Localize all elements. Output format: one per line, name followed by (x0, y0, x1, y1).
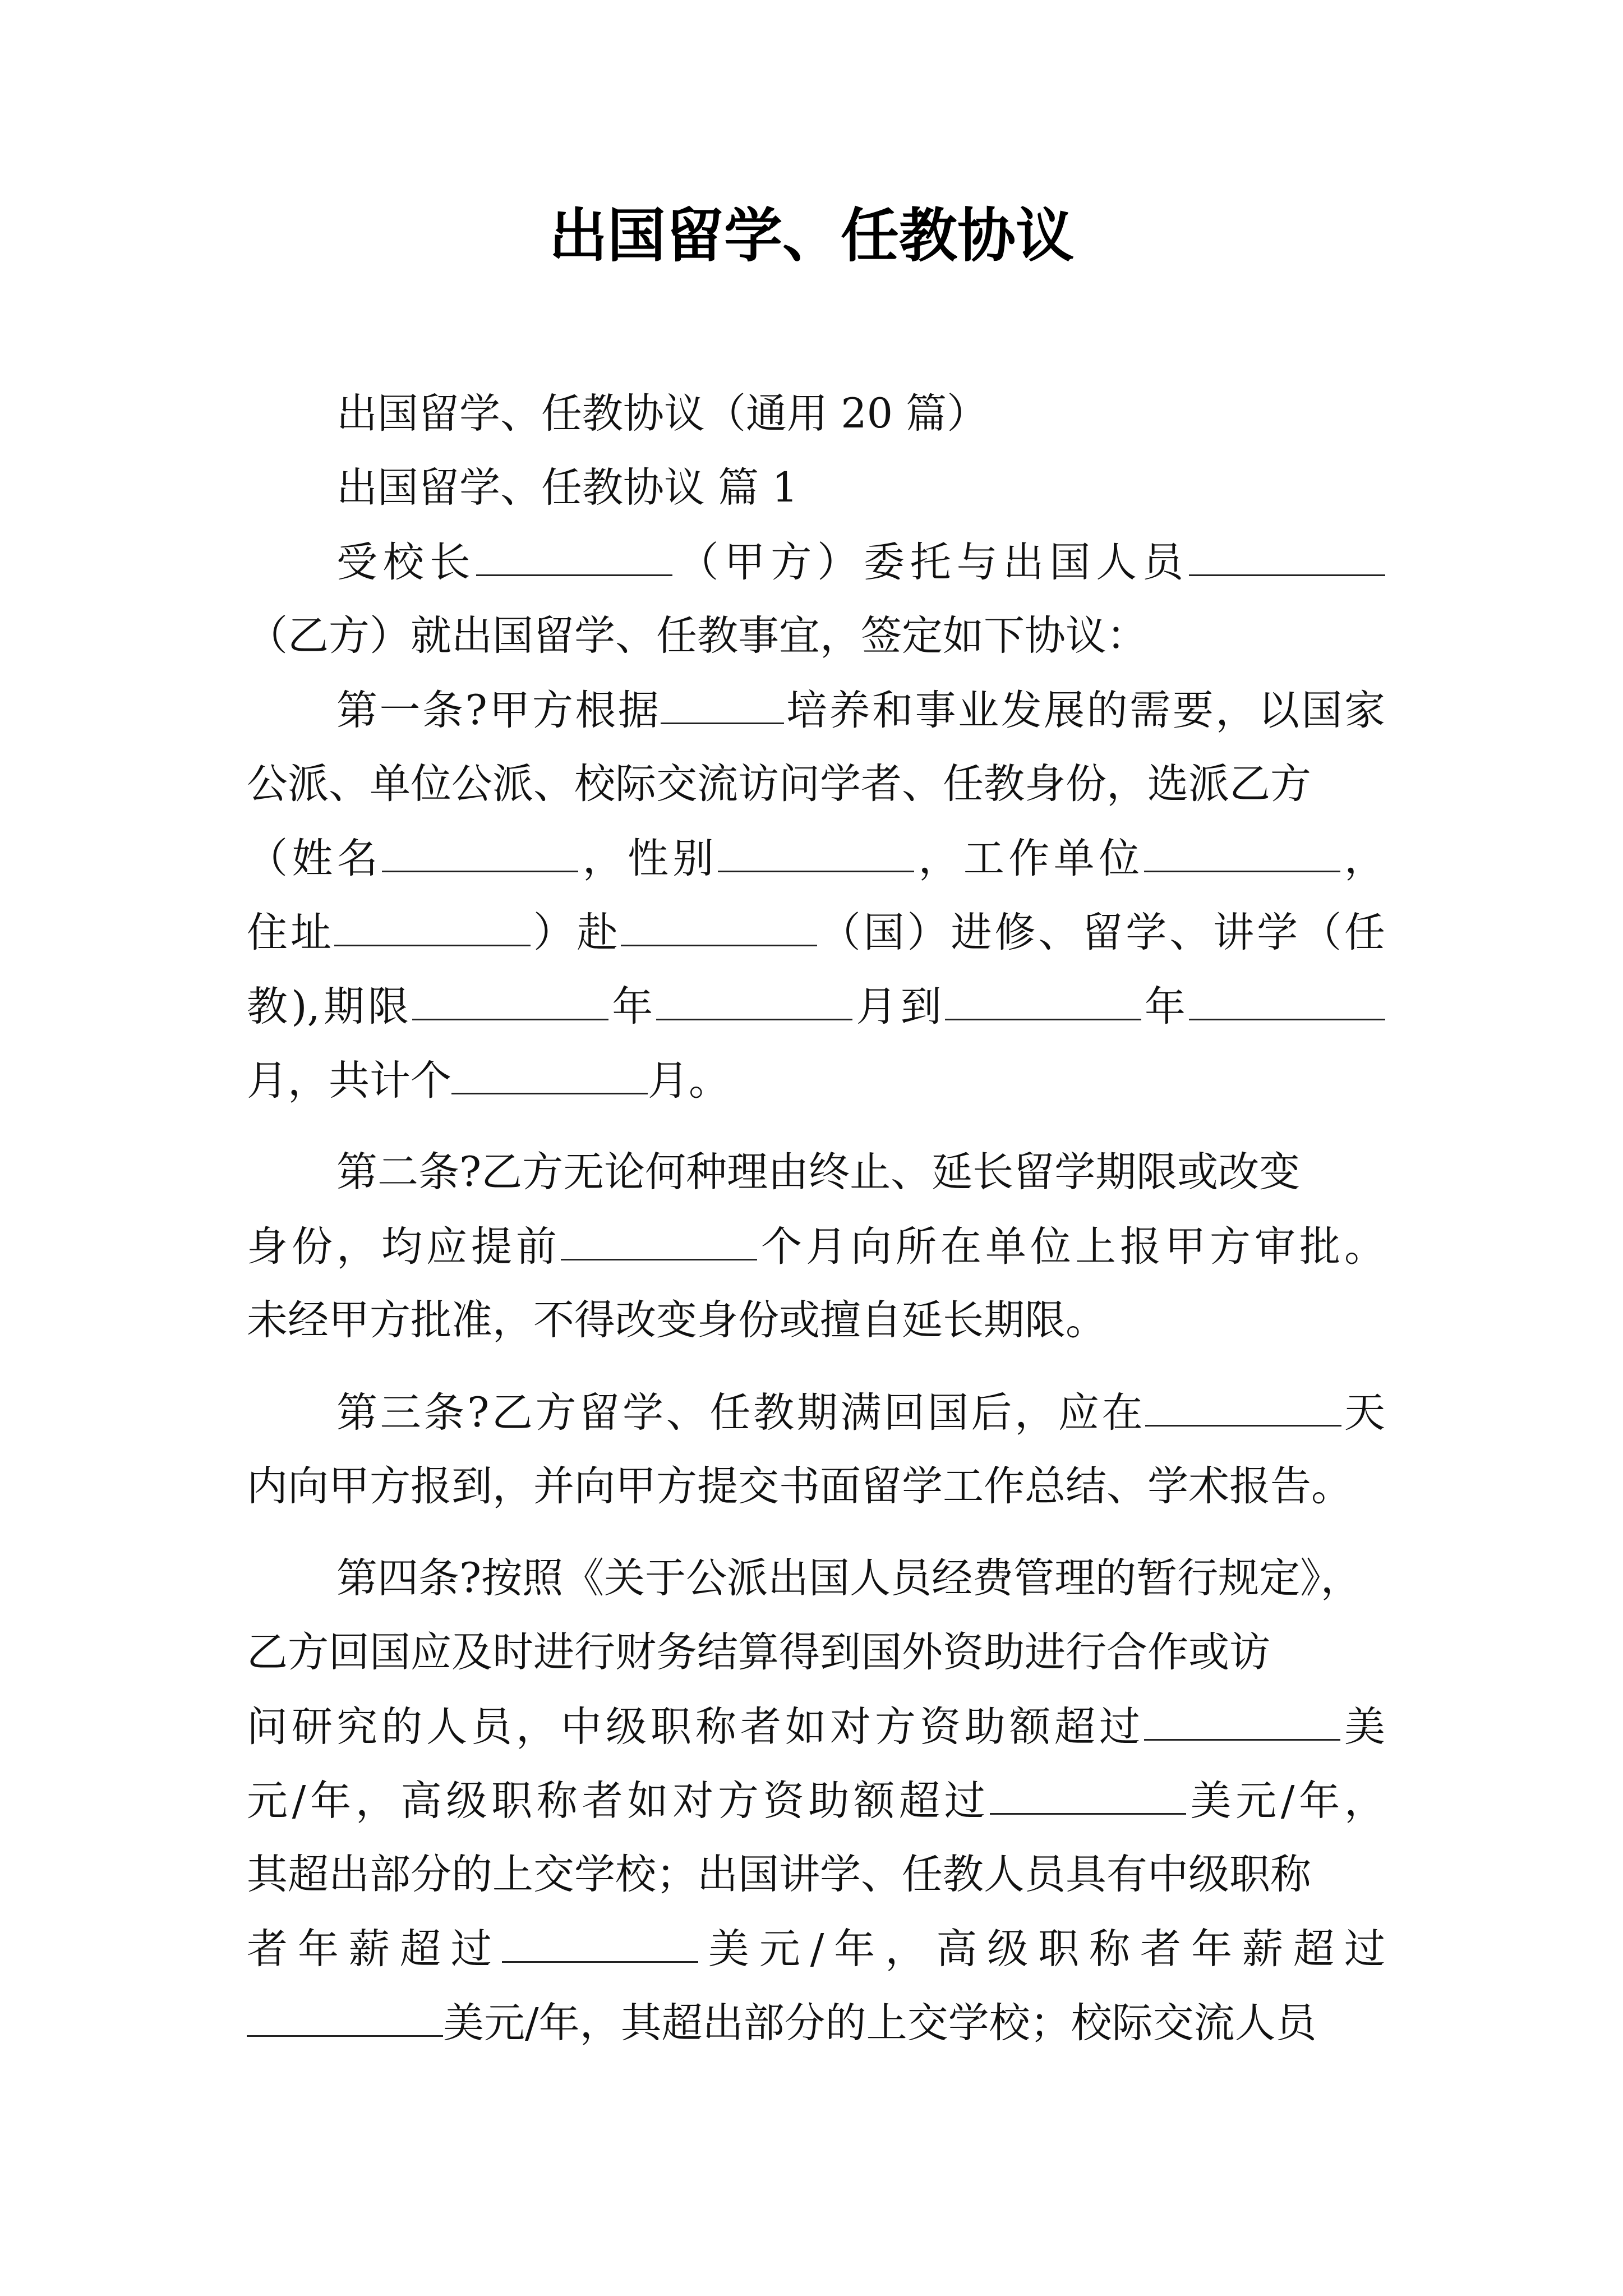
fill-blank[interactable] (1144, 1700, 1340, 1741)
text-segment: 美元/年，高级职称者年薪超过 (698, 1925, 1385, 1973)
fill-blank[interactable] (945, 979, 1141, 1020)
text-segment: ）赴 (530, 909, 621, 956)
document-title: 出国留学、任教协议 (548, 201, 1074, 270)
text-segment: 美元/年， (1186, 1777, 1385, 1825)
text-segment: 受校长 (336, 539, 476, 586)
text-line: （乙方）就出国留学、任教事宜，签定如下协议： (247, 612, 1147, 660)
text-segment: 元/年，高级职称者如对方资助额超过 (247, 1777, 990, 1825)
fill-blank[interactable] (561, 1220, 757, 1260)
fill-blank[interactable] (476, 535, 672, 576)
fill-blank[interactable] (1189, 979, 1385, 1020)
section-heading: 出国留学、任教协议 篇 1 (336, 464, 798, 512)
text-line (247, 831, 1385, 885)
fill-blank[interactable] (1144, 831, 1340, 872)
text-line: 内向甲方报到，并向甲方提交书面留学工作总结、学术报告。 (247, 1462, 1352, 1510)
text-segment: （甲方）委托与出国人员 (672, 539, 1189, 586)
text-segment: 月，共计个 (247, 1057, 451, 1105)
text-line (336, 1386, 1385, 1439)
text-line: 第四条?按照《关于公派出国人员经费管理的暂行规定》， (336, 1554, 1362, 1602)
text-segment: 培养和事业发展的需要，以国家 (784, 687, 1385, 734)
text-segment: ，工作单位 (914, 835, 1144, 882)
fill-blank[interactable] (1189, 535, 1385, 576)
text-line: 第二条?乙方无论何种理由终止、延长留学期限或改变 (336, 1148, 1301, 1196)
text-segment: 月到 (852, 983, 945, 1030)
text-segment: 第一条?甲方根据 (336, 687, 661, 734)
text-segment: 者年薪超过 (247, 1925, 502, 1973)
fill-blank[interactable] (382, 831, 578, 872)
text-line (247, 1220, 1385, 1273)
text-segment: 年 (608, 983, 657, 1030)
fill-blank[interactable] (502, 1922, 698, 1963)
text-line: 乙方回国应及时进行财务结算得到国外资助进行合作或访 (247, 1628, 1270, 1676)
text-line (247, 1053, 1385, 1108)
text-line (336, 683, 1385, 737)
text-segment: 年 (1141, 983, 1189, 1030)
fill-blank[interactable] (451, 1053, 648, 1094)
text-line (247, 1774, 1385, 1828)
text-line (336, 535, 1385, 589)
text-line: 其超出部分的上交学校；出国讲学、任教人员具有中级职称 (247, 1851, 1311, 1898)
fill-blank[interactable] (718, 831, 914, 872)
fill-blank[interactable] (621, 905, 817, 946)
fill-blank[interactable] (1145, 1386, 1341, 1427)
text-segment: 美 (1340, 1703, 1385, 1751)
text-line: 公派、单位公派、校际交流访问学者、任教身份，选派乙方 (247, 760, 1311, 808)
text-segment: （姓名 (247, 835, 382, 882)
text-segment: ， (1340, 835, 1385, 882)
text-segment: 问研究的人员，中级职称者如对方资助额超过 (247, 1703, 1144, 1751)
fill-blank[interactable] (412, 979, 608, 1020)
text-line (247, 1700, 1385, 1754)
fill-blank[interactable] (990, 1774, 1186, 1815)
text-segment: 月。 (648, 1057, 730, 1105)
fill-blank[interactable] (661, 683, 784, 724)
text-line (247, 979, 1385, 1033)
text-segment: 第三条?乙方留学、任教期满回国后，应在 (336, 1389, 1146, 1437)
text-line (247, 1922, 1385, 1976)
text-line (247, 905, 1385, 959)
fill-blank[interactable] (656, 979, 852, 1020)
fill-blank[interactable] (247, 1996, 443, 2037)
text-line (247, 1996, 1385, 2050)
text-segment: 教),期限 (247, 983, 413, 1030)
text-segment: ，性别 (578, 835, 718, 882)
text-line: 未经甲方批准，不得改变身份或擅自延长期限。 (247, 1296, 1106, 1344)
subtitle: 出国留学、任教协议（通用 20 篇） (336, 390, 988, 438)
text-segment: 天 (1341, 1389, 1385, 1437)
text-segment: 美元/年，其超出部分的上交学校；校际交流人员 (443, 1999, 1317, 2047)
text-segment: 身份，均应提前 (247, 1223, 561, 1271)
fill-blank[interactable] (334, 905, 531, 946)
text-segment: 个月向所在单位上报甲方审批。 (757, 1223, 1385, 1271)
text-segment: 住址 (247, 909, 334, 956)
text-segment: （国）进修、留学、讲学（任 (817, 909, 1385, 956)
